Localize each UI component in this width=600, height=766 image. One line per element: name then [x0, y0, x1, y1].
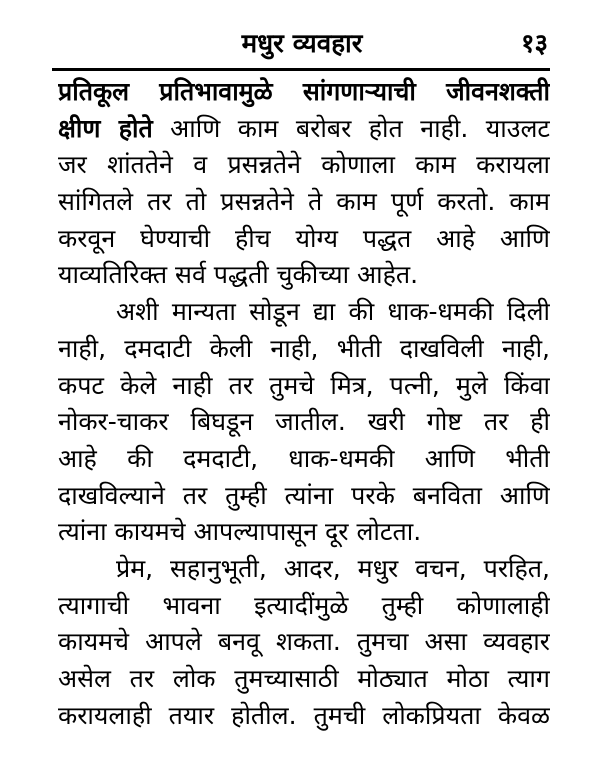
text-line: अशी मान्यता सोडून द्या की धाक-धमकी दिली — [116, 297, 550, 327]
text-line: याव्यतिरिक्त सर्व पद्धती चुकीच्या आहेत. — [58, 260, 419, 290]
text-line: कपट केले नाही तर तुमचे मित्र, पत्नी, मुले किंवा — [58, 370, 550, 400]
text-line: करायलाही तयार होतील. तुमची लोकप्रियता केवळ — [58, 700, 550, 730]
running-title: मधुर व्यवहार — [241, 29, 363, 59]
text-line: दाखविल्याने तर तुम्ही त्यांना परके बनविता आणि — [58, 480, 550, 510]
text-line: करवून घेण्याची हीच योग्य पद्धत आहे आणि — [58, 223, 550, 253]
text-line: सांगितले तर तो प्रसन्नतेने ते काम पूर्ण करतो. काम — [58, 187, 550, 217]
paragraph-2 — [58, 294, 550, 551]
bold-phrase: क्षीण होते — [58, 113, 153, 143]
text-line: असेल तर लोक तुमच्यासाठी मोठ्यात मोठा त्याग — [58, 664, 550, 693]
text-line: कायमचे आपले बनवू शकता. तुमचा असा व्यवहार — [58, 627, 550, 657]
text-line: त्यांना कायमचे आपल्यापासून दूर लोटता. — [58, 517, 422, 547]
text-line: नोकर-चाकर बिघडून जातील. खरी गोष्ट तर ही — [58, 407, 550, 437]
text-line — [58, 111, 550, 148]
text-line: प्रतिकूल प्रतिभावामुळे सांगणाऱ्याची जीवनशक्ती — [58, 77, 550, 106]
page-body — [58, 74, 550, 734]
page-header — [52, 26, 552, 66]
text-line: नाही, दमदाटी केली नाही, भीती दाखविली नाही, — [58, 333, 550, 363]
text-line: त्यागाची भावना इत्यादींमुळे तुम्ही कोणालाही — [58, 590, 550, 620]
paragraph-1 — [58, 74, 550, 294]
page-number: १३ — [520, 29, 548, 59]
text-line: आहे की दमदाटी, धाक-धमकी आणि भीती — [58, 443, 550, 473]
text-line: प्रेम, सहानुभूती, आदर, मधुर वचन, परहित, — [116, 553, 550, 583]
text-line: जर शांततेने व प्रसन्नतेने कोणाला काम करायला — [58, 150, 550, 180]
header-divider — [52, 68, 550, 71]
text-line-continuation: आणि काम बरोबर होत नाही. याउलट — [152, 113, 550, 143]
paragraph-3 — [58, 551, 550, 734]
